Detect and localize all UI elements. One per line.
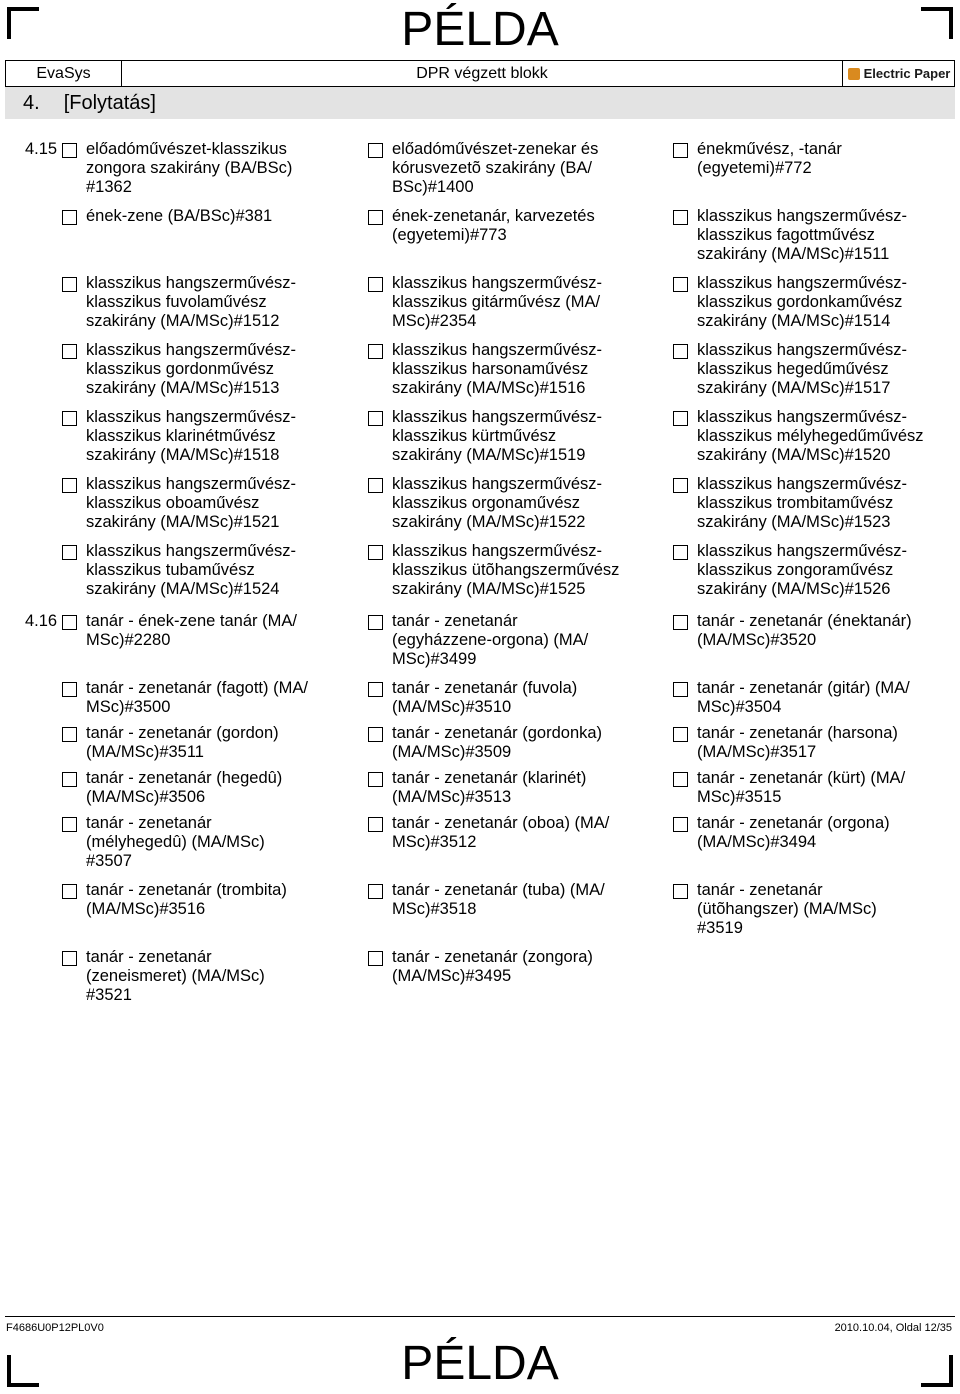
checkbox-label-c3-1 bbox=[697, 140, 842, 178]
footer-rule bbox=[5, 1316, 955, 1317]
label-line: klasszikus hangszerművész- bbox=[86, 274, 296, 292]
section-title: [Folytatás] bbox=[63, 91, 156, 114]
label-line: (MA/MSc)#3510 bbox=[392, 698, 512, 716]
label-line: szakirány (MA/MSc)#1526 bbox=[697, 580, 891, 598]
checkbox-label-c2-9 bbox=[392, 679, 577, 717]
header-logo-text: Electric Paper bbox=[863, 66, 951, 81]
label-line: klasszikus hangszerművész- bbox=[697, 341, 907, 359]
checkbox-label-c1-3 bbox=[86, 274, 296, 331]
checkbox-c1-5[interactable] bbox=[62, 411, 77, 426]
label-line: kórusvezetõ szakirány (BA/ bbox=[392, 159, 592, 177]
checkbox-label-c3-12 bbox=[697, 814, 890, 852]
checkbox-label-c2-11 bbox=[392, 769, 586, 807]
label-line: szakirány (MA/MSc)#1517 bbox=[697, 379, 891, 397]
label-line: MSc)#3499 bbox=[392, 650, 477, 668]
label-line: tanár - zenetanár bbox=[697, 881, 823, 899]
label-line: tanár - zenetanár bbox=[86, 948, 212, 966]
checkbox-label-c3-3 bbox=[697, 274, 907, 331]
label-line: klasszikus ütõhangszerművész bbox=[392, 561, 620, 579]
checkbox-c1-14[interactable] bbox=[62, 951, 77, 966]
label-line: klasszikus hangszerművész- bbox=[697, 274, 907, 292]
checkbox-label-c3-9 bbox=[697, 679, 910, 717]
label-line: (MA/MSc)#3506 bbox=[86, 788, 206, 806]
section-number: 4. bbox=[23, 91, 40, 114]
checkbox-label-c3-6 bbox=[697, 475, 907, 532]
checkbox-c3-9[interactable] bbox=[673, 682, 688, 697]
label-line: tanár - zenetanár (gordonka) bbox=[392, 724, 603, 742]
checkbox-c2-3[interactable] bbox=[368, 277, 383, 292]
label-line: tanár - zenetanár (gitár) (MA/ bbox=[697, 679, 910, 697]
label-line: szakirány (MA/MSc)#1514 bbox=[697, 312, 891, 330]
checkbox-c3-8[interactable] bbox=[673, 615, 688, 630]
label-line: szakirány (MA/MSc)#1516 bbox=[392, 379, 586, 397]
label-line: (MA/MSc)#3520 bbox=[697, 631, 817, 649]
label-line: tanár - zenetanár (fuvola) bbox=[392, 679, 578, 697]
label-line: klasszikus fuvolaművész bbox=[86, 293, 267, 311]
checkbox-label-c1-14 bbox=[86, 948, 265, 1005]
section-title-bar bbox=[5, 87, 955, 119]
checkbox-label-c2-5 bbox=[392, 408, 602, 465]
label-line: (egyházzene-orgona) (MA/ bbox=[392, 631, 589, 649]
checkbox-label-c2-4 bbox=[392, 341, 602, 398]
label-line: klasszikus hangszerművész- bbox=[697, 542, 907, 560]
label-line: klasszikus kürtművész bbox=[392, 427, 557, 445]
label-line: klasszikus harsonaművész bbox=[392, 360, 589, 378]
label-line: szakirány (MA/MSc)#1520 bbox=[697, 446, 891, 464]
checkbox-c3-4[interactable] bbox=[673, 344, 688, 359]
footer-form-code: F4686U0P12PL0V0 bbox=[6, 1322, 104, 1334]
checkbox-c2-4[interactable] bbox=[368, 344, 383, 359]
checkbox-label-c3-13 bbox=[697, 881, 877, 938]
checkbox-label-c3-4 bbox=[697, 341, 907, 398]
checkbox-c2-9[interactable] bbox=[368, 682, 383, 697]
watermark-bottom: PÉLDA bbox=[401, 1337, 559, 1390]
checkbox-c2-5[interactable] bbox=[368, 411, 383, 426]
checkbox-label-c3-5 bbox=[697, 408, 924, 465]
label-line: (egyetemi)#773 bbox=[392, 226, 507, 244]
checkbox-label-c1-5 bbox=[86, 408, 296, 465]
checkbox-label-c2-10 bbox=[392, 724, 602, 762]
label-line: tanár - zenetanár (énektanár) bbox=[697, 612, 912, 630]
label-line: zongora szakirány (BA/BSc) bbox=[86, 159, 293, 177]
checkbox-c2-10[interactable] bbox=[368, 727, 383, 742]
label-line: szakirány (MA/MSc)#1512 bbox=[86, 312, 280, 330]
checkbox-c1-1[interactable] bbox=[62, 143, 77, 158]
checkbox-label-c1-7 bbox=[86, 542, 296, 599]
checkbox-c1-6[interactable] bbox=[62, 478, 77, 493]
checkbox-c2-11[interactable] bbox=[368, 772, 383, 787]
label-line: (MA/MSc)#3513 bbox=[392, 788, 512, 806]
label-line: klasszikus hangszerművész- bbox=[86, 542, 296, 560]
checkbox-c3-10[interactable] bbox=[673, 727, 688, 742]
checkbox-label-c2-12 bbox=[392, 814, 609, 852]
label-line: (zeneismeret) (MA/MSc) bbox=[86, 967, 265, 985]
label-line: klasszikus hangszerművész- bbox=[392, 341, 602, 359]
checkbox-c1-11[interactable] bbox=[62, 772, 77, 787]
checkbox-c2-12[interactable] bbox=[368, 817, 383, 832]
label-line: klasszikus hangszerművész- bbox=[697, 408, 907, 426]
label-line: (egyetemi)#772 bbox=[697, 159, 812, 177]
checkbox-label-c2-1 bbox=[392, 140, 598, 197]
label-line: szakirány (MA/MSc)#1513 bbox=[86, 379, 280, 397]
form-header bbox=[5, 60, 955, 87]
checkbox-label-c1-2 bbox=[86, 207, 272, 226]
label-line: tanár - zenetanár (trombita) bbox=[86, 881, 287, 899]
checkbox-label-c1-6 bbox=[86, 475, 296, 532]
label-line: MSc)#3518 bbox=[392, 900, 477, 918]
label-line: szakirány (MA/MSc)#1522 bbox=[392, 513, 586, 531]
checkbox-c2-8[interactable] bbox=[368, 615, 383, 630]
label-line: #3521 bbox=[86, 986, 132, 1004]
checkbox-c2-6[interactable] bbox=[368, 478, 383, 493]
label-line: #3507 bbox=[86, 852, 132, 870]
checkbox-label-c2-6 bbox=[392, 475, 602, 532]
question-number-4-15: 4.15 bbox=[25, 140, 58, 158]
checkbox-label-c1-4 bbox=[86, 341, 296, 398]
question-number-4-16: 4.16 bbox=[25, 612, 58, 630]
checkbox-label-c3-2 bbox=[697, 207, 907, 264]
checkbox-c2-2[interactable] bbox=[368, 210, 383, 225]
label-line: szakirány (MA/MSc)#1519 bbox=[392, 446, 586, 464]
checkbox-label-c1-9 bbox=[86, 679, 308, 717]
label-line: klasszikus gordonkaművész bbox=[697, 293, 903, 311]
checkbox-c1-9[interactable] bbox=[62, 682, 77, 697]
label-line: szakirány (MA/MSc)#1511 bbox=[697, 245, 890, 263]
checkbox-c1-3[interactable] bbox=[62, 277, 77, 292]
label-line: tanár - zenetanár (hegedû) bbox=[86, 769, 283, 787]
checkbox-label-c2-14 bbox=[392, 948, 593, 986]
checkbox-label-c1-1 bbox=[86, 140, 292, 197]
label-line: #1362 bbox=[86, 178, 132, 196]
label-line: klasszikus tubaművész bbox=[86, 561, 255, 579]
label-line: tanár - zenetanár bbox=[86, 814, 212, 832]
label-line: #3519 bbox=[697, 919, 743, 937]
label-line: klasszikus trombitaművész bbox=[697, 494, 894, 512]
label-line: klasszikus hangszerművész- bbox=[86, 408, 296, 426]
checkbox-c3-12[interactable] bbox=[673, 817, 688, 832]
checkbox-label-c2-2 bbox=[392, 207, 595, 245]
checkbox-c3-2[interactable] bbox=[673, 210, 688, 225]
label-line: tanár - zenetanár (harsona) bbox=[697, 724, 898, 742]
label-line: MSc)#3500 bbox=[86, 698, 171, 716]
checkbox-c3-13[interactable] bbox=[673, 884, 688, 899]
checkbox-c1-7[interactable] bbox=[62, 545, 77, 560]
checkbox-label-c3-7 bbox=[697, 542, 907, 599]
label-line: klasszikus hegedűművész bbox=[697, 360, 889, 378]
label-line: klasszikus hangszerművész- bbox=[392, 542, 602, 560]
label-line: klasszikus oboaművész bbox=[86, 494, 260, 512]
checkbox-label-c2-3 bbox=[392, 274, 602, 331]
label-line: (MA/MSc)#3511 bbox=[86, 743, 204, 761]
checkbox-c2-14[interactable] bbox=[368, 951, 383, 966]
checkbox-c3-7[interactable] bbox=[673, 545, 688, 560]
label-line: (MA/MSc)#3509 bbox=[392, 743, 512, 761]
label-line: szakirány (MA/MSc)#1524 bbox=[86, 580, 280, 598]
label-line: (mélyhegedû) (MA/MSc) bbox=[86, 833, 265, 851]
label-line: BSc)#1400 bbox=[392, 178, 474, 196]
checkbox-label-c1-8 bbox=[86, 612, 297, 650]
label-line: klasszikus hangszerművész- bbox=[392, 408, 602, 426]
header-app-name: EvaSys bbox=[6, 61, 122, 86]
checkbox-label-c3-11 bbox=[697, 769, 905, 807]
checkbox-c3-3[interactable] bbox=[673, 277, 688, 292]
label-line: klasszikus gitárművész (MA/ bbox=[392, 293, 601, 311]
label-line: ének-zene (BA/BSc)#381 bbox=[86, 207, 273, 225]
label-line: tanár - zenetanár (fagott) (MA/ bbox=[86, 679, 308, 697]
checkbox-c1-10[interactable] bbox=[62, 727, 77, 742]
label-line: MSc)#2354 bbox=[392, 312, 477, 330]
label-line: klasszikus fagottművész bbox=[697, 226, 875, 244]
header-block-title: DPR végzett blokk bbox=[122, 61, 843, 86]
label-line: szakirány (MA/MSc)#1521 bbox=[86, 513, 280, 531]
label-line: szakirány (MA/MSc)#1523 bbox=[697, 513, 891, 531]
label-line: tanár - zenetanár (kürt) (MA/ bbox=[697, 769, 906, 787]
label-line: tanár - zenetanár (klarinét) bbox=[392, 769, 587, 787]
label-line: klasszikus mélyhegedűművész bbox=[697, 427, 924, 445]
checkbox-c1-13[interactable] bbox=[62, 884, 77, 899]
label-line: (MA/MSc)#3494 bbox=[697, 833, 817, 851]
checkbox-label-c1-11 bbox=[86, 769, 282, 807]
footer-page-info: 2010.10.04, Oldal 12/35 bbox=[834, 1322, 952, 1334]
label-line: MSc)#3512 bbox=[392, 833, 477, 851]
header-logo bbox=[844, 61, 954, 86]
electric-paper-logo-icon bbox=[848, 68, 860, 80]
label-line: szakirány (MA/MSc)#1525 bbox=[392, 580, 586, 598]
label-line: tanár - zenetanár (gordon) bbox=[86, 724, 279, 742]
checkbox-c1-2[interactable] bbox=[62, 210, 77, 225]
checkbox-label-c3-8 bbox=[697, 612, 912, 650]
label-line: (MA/MSc)#3495 bbox=[392, 967, 512, 985]
label-line: klasszikus hangszerművész- bbox=[697, 207, 907, 225]
label-line: klasszikus klarinétművész bbox=[86, 427, 276, 445]
label-line: MSc)#2280 bbox=[86, 631, 171, 649]
label-line: tanár - zenetanár bbox=[392, 612, 518, 630]
label-line: előadóművészet-zenekar és bbox=[392, 140, 599, 158]
label-line: (MA/MSc)#3517 bbox=[697, 743, 817, 761]
label-line: (MA/MSc)#3516 bbox=[86, 900, 206, 918]
checkbox-label-c2-7 bbox=[392, 542, 619, 599]
label-line: klasszikus hangszerművész- bbox=[697, 475, 907, 493]
checkbox-c3-11[interactable] bbox=[673, 772, 688, 787]
checkbox-c3-6[interactable] bbox=[673, 478, 688, 493]
label-line: (ütõhangszer) (MA/MSc) bbox=[697, 900, 877, 918]
checkbox-label-c1-13 bbox=[86, 881, 287, 919]
label-line: előadóművészet-klasszikus bbox=[86, 140, 287, 158]
label-line: klasszikus hangszerművész- bbox=[392, 274, 602, 292]
label-line: énekművész, -tanár bbox=[697, 140, 842, 158]
checkbox-c1-12[interactable] bbox=[62, 817, 77, 832]
label-line: tanár - zenetanár (orgona) bbox=[697, 814, 890, 832]
label-line: klasszikus gordonművész bbox=[86, 360, 274, 378]
checkbox-c2-1[interactable] bbox=[368, 143, 383, 158]
checkbox-c1-4[interactable] bbox=[62, 344, 77, 359]
label-line: klasszikus hangszerművész- bbox=[86, 341, 296, 359]
label-line: tanár - zenetanár (tuba) (MA/ bbox=[392, 881, 605, 899]
checkbox-c3-1[interactable] bbox=[673, 143, 688, 158]
label-line: tanár - zenetanár (oboa) (MA/ bbox=[392, 814, 610, 832]
label-line: tanár - ének-zene tanár (MA/ bbox=[86, 612, 297, 630]
checkbox-label-c1-10 bbox=[86, 724, 279, 762]
checkbox-label-c2-13 bbox=[392, 881, 605, 919]
checkbox-label-c2-8 bbox=[392, 612, 588, 669]
checkbox-c2-7[interactable] bbox=[368, 545, 383, 560]
checkbox-c3-5[interactable] bbox=[673, 411, 688, 426]
label-line: ének-zenetanár, karvezetés bbox=[392, 207, 595, 225]
label-line: tanár - zenetanár (zongora) bbox=[392, 948, 593, 966]
watermark-top: PÉLDA bbox=[401, 3, 559, 56]
label-line: klasszikus hangszerművész- bbox=[86, 475, 296, 493]
label-line: MSc)#3504 bbox=[697, 698, 782, 716]
label-line: klasszikus hangszerművész- bbox=[392, 475, 602, 493]
label-line: klasszikus zongoraművész bbox=[697, 561, 894, 579]
label-line: szakirány (MA/MSc)#1518 bbox=[86, 446, 280, 464]
checkbox-label-c3-10 bbox=[697, 724, 898, 762]
checkbox-c1-8[interactable] bbox=[62, 615, 77, 630]
checkbox-label-c1-12 bbox=[86, 814, 265, 871]
checkbox-c2-13[interactable] bbox=[368, 884, 383, 899]
label-line: klasszikus orgonaművész bbox=[392, 494, 580, 512]
label-line: MSc)#3515 bbox=[697, 788, 782, 806]
